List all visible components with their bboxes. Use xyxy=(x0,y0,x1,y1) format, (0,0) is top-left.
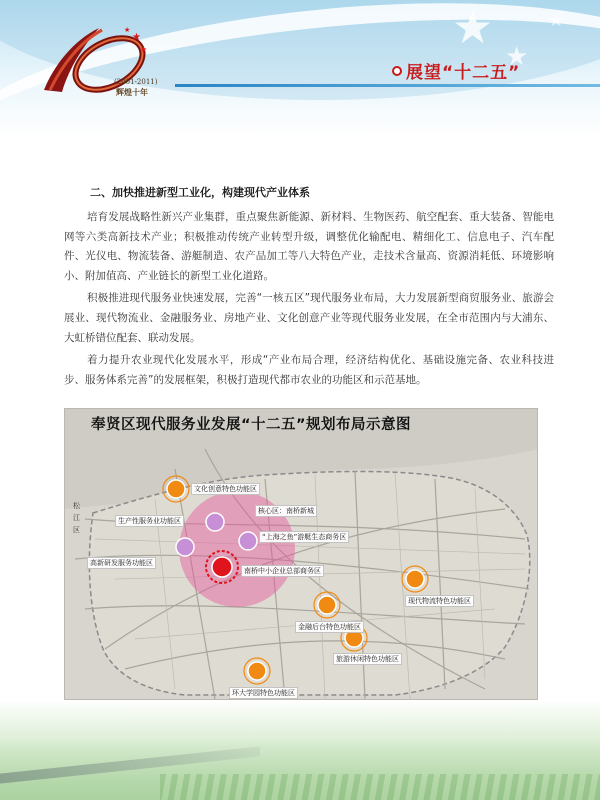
label-university-zone: 环大学园特色功能区 xyxy=(229,687,298,699)
star-icon: ★ xyxy=(548,10,565,31)
logo-text: 辉煌十年 xyxy=(116,88,148,97)
bullet-icon xyxy=(392,66,402,76)
label-shanghai-fish-zone: “上海之鱼”游艇生态商务区 xyxy=(259,531,349,543)
page-header xyxy=(0,0,600,135)
anniversary-logo xyxy=(14,20,174,100)
header-title xyxy=(392,58,520,83)
label-tourism-zone: 旅游休闲特色功能区 xyxy=(333,653,402,665)
planning-map xyxy=(64,408,538,700)
logo-years: (2001-2011) xyxy=(114,78,158,86)
label-culture-zone: 文化创意特色功能区 xyxy=(191,483,260,495)
label-hightech-zone: 高新研发服务功能区 xyxy=(87,557,156,569)
label-finance-zone: 金融后台特色功能区 xyxy=(295,621,364,633)
article-body xyxy=(64,186,554,393)
map-title: 奉贤区现代服务业发展“十二五”规划布局示意图 xyxy=(91,417,412,433)
svg-text:★: ★ xyxy=(124,26,131,34)
place-name: 江 xyxy=(73,514,80,522)
paragraph: 着力提升农业现代化发展水平，形成“产业布局合理，经济结构优化、基础设施完备、农业科技进步、服务体系完善”的发展框架，积极打造现代都市农业的功能区和示范基地。 xyxy=(64,354,554,386)
paragraph: 培育发展战略性新兴产业集群，重点聚焦新能源、新材料、生物医药、航空配套、重大装备、智能电网等六类高新技术产业；积极推动传统产业转型升级，调整优化输配电、精细化工、信息电子、汽车配件、光仪电、物流装备、游艇制造、农产品加工等八大特色产业，走技术含量高、资源消耗低、环境影响小、附加值高、产业链长的新型工业化道路。 xyxy=(64,211,554,282)
page-footer xyxy=(0,700,600,800)
svg-text:★: ★ xyxy=(132,32,141,43)
footer-field-shape xyxy=(160,774,600,800)
label-sme-zone: 南桥中小企业总部商务区 xyxy=(241,565,324,577)
label-core-zone: 核心区：南桥新城 xyxy=(255,505,317,517)
logo-graphic xyxy=(14,20,174,100)
map-graphic xyxy=(65,409,538,700)
star-icon: ★ xyxy=(505,42,529,72)
place-name: 区 xyxy=(73,526,80,534)
place-name: 松 xyxy=(73,502,80,510)
svg-text:★: ★ xyxy=(140,45,148,54)
star-icon: ★ xyxy=(452,0,494,54)
header-divider-line xyxy=(175,84,600,87)
paragraph: 积极推进现代服务业快速发展，完善“一核五区”现代服务业布局，大力发展新型商贸服务业、旅游会展业、现代物流业、金融服务业、房地产业、文化创意产业等现代服务业发展，在全市范围内与大浦东、大虹桥错位配套、联动发展。 xyxy=(64,292,554,344)
header-title-text: 展望“十二五” xyxy=(406,63,521,83)
label-logistics-zone: 现代物流特色功能区 xyxy=(405,595,474,607)
section-heading: 二、加快推进新型工业化，构建现代产业体系 xyxy=(90,186,310,199)
label-producer-zone: 生产性服务业功能区 xyxy=(115,515,184,527)
